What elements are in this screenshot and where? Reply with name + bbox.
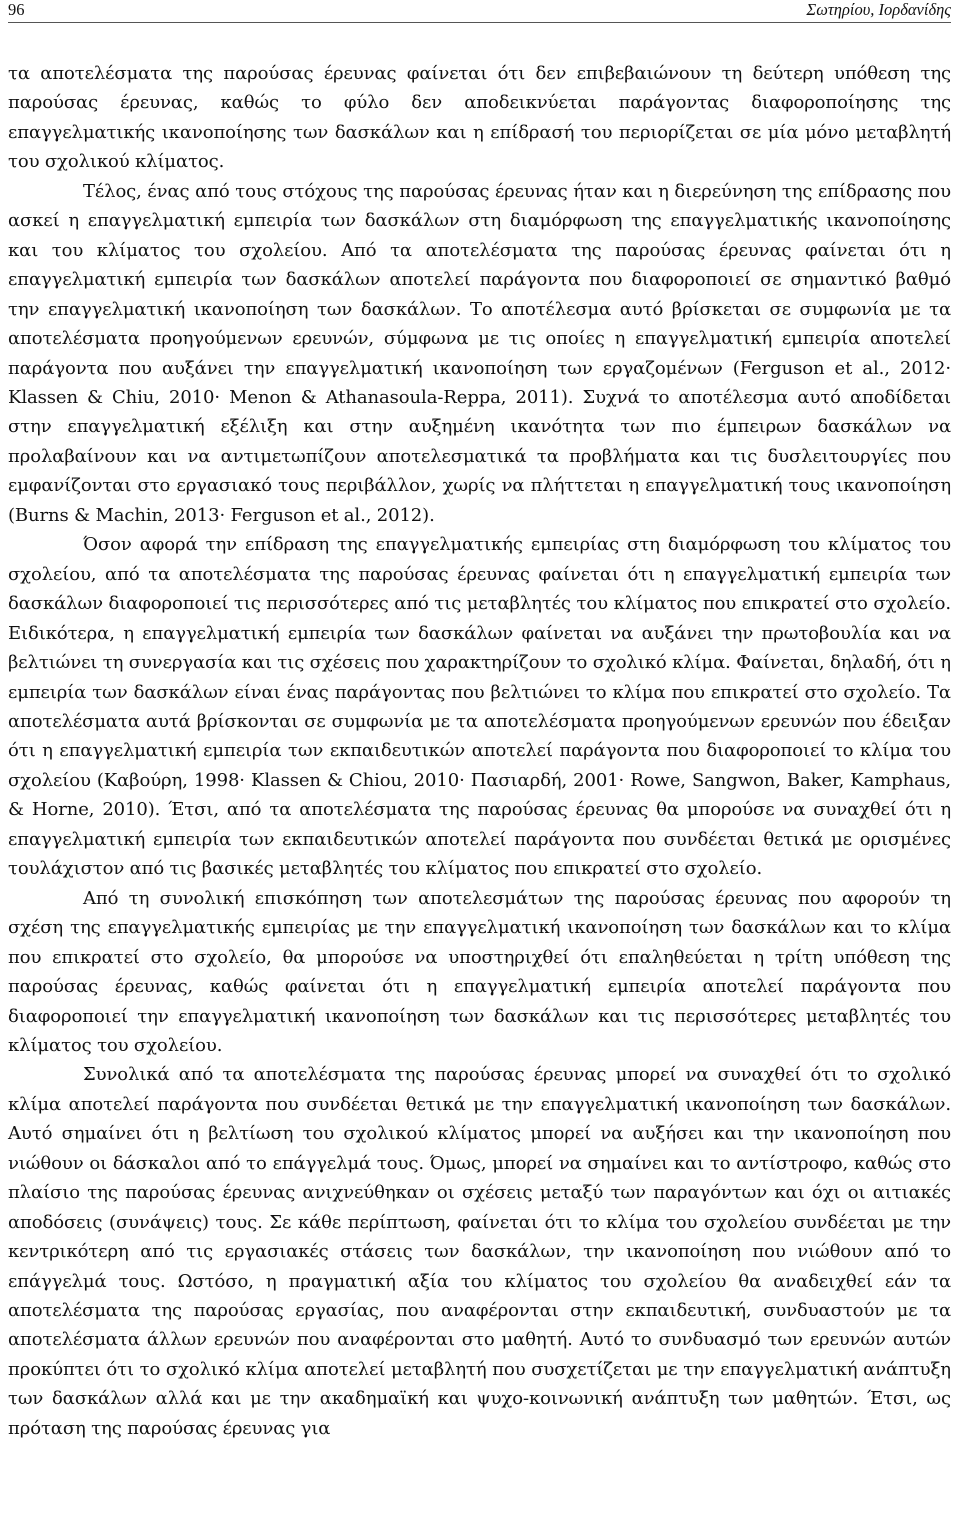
body-paragraph: Όσον αφορά την επίδραση της επαγγελματικής εμπειρίας στη διαμόρφωση του κλίματος του σχολείου, από τα αποτελέσματα της παρούσας έρευνας φαίνεται ότι η επαγγελματική εμπειρία των δασκάλων διαφοροποιεί τις περισσότερες από τις μεταβλητές του κλίματος που επικρατεί στο σχολείο. Ειδικότερα, η επαγγελματική εμπειρία των δασκάλων φαίνεται να αυξάνει την πρωτοβουλία και να βελτιώνει τη συνεργασία και τις σχέσεις που χαρακτηρίζουν το σχολικό κλίμα. Φαίνεται, δηλαδή, ότι η εμπειρία των δασκάλων είναι ένας παράγοντας που βελτιώνει το κλίμα που επικρατεί στο σχολείο. Τα αποτελέσματα αυτά βρίσκονται σε συμφωνία με τα αποτελέσματα προηγούμενων ερευνών που έδειξαν ότι η επαγγελματική εμπειρία των εκπαιδευτικών αποτελεί παράγοντα που διαφοροποιεί το κλίμα του σχολείου (Καβούρη, 1998· Klassen & Chiou, 2010· Πασιαρδή, 2001· Rowe, Sangwon, Baker, Kamphaus, & Horne, 2010). Έτσι, από τα αποτελέσματα της παρούσας έρευνας θα μπορούσε να συναχθεί ότι η επαγγελματική εμπειρία των εκπαιδευτικών αποτελεί παράγοντα που συνδέεται θετικά με ορισμένες τουλάχιστον από τις βασικές μεταβλητές του κλίματος που επικρατεί στο σχολείο. xyxy=(8,534,951,880)
body-paragraph: τα αποτελέσματα της παρούσας έρευνας φαίνεται ότι δεν επιβεβαιώνουν τη δεύτερη υπόθεση της παρούσας έρευνας, καθώς το φύλο δεν αποδεικνύεται παράγοντας διαφοροποίησης της επαγγελματικής ικανοποίησης των δασκάλων και η επίδρασή του περιορίζεται σε μία μόνο μεταβλητή του σχολικού κλίματος. xyxy=(8,63,951,173)
running-head-authors: Σωτηρίου, Ιορδανίδης xyxy=(806,0,951,19)
article-body xyxy=(8,59,951,1443)
page-header xyxy=(8,0,951,23)
body-paragraph: Συνολικά από τα αποτελέσματα της παρούσας έρευνας μπορεί να συναχθεί ότι το σχολικό κλίμα αποτελεί παράγοντα που συνδέεται θετικά με την επαγγελματική ικανοποίηση των δασκάλων. Αυτό σημαίνει ότι η βελτίωση του σχολικού κλίματος μπορεί να αυξήσει και την ικανοποίηση που νιώθουν οι δάσκαλοι από το επάγγελμά τους. Όμως, μπορεί να σημαίνει και το αντίστροφο, καθώς στο πλαίσιο της παρούσας έρευνας ανιχνεύθηκαν οι σχέσεις μεταξύ των παραγόντων και όχι οι αιτιακές αποδόσεις (συνάψεις) τους. Σε κάθε περίπτωση, φαίνεται ότι το κλίμα του σχολείου συνδέεται με την κεντρικότερη από τις εργασιακές στάσεις των δασκάλων, την ικανοποίηση που νιώθουν από το επάγγελμά τους. Ωστόσο, η πραγματική αξία του κλίματος του σχολείου θα αναδειχθεί εάν τα αποτελέσματα της παρούσας εργασίας, που αναφέρονται στην εκπαιδευτική, συνδυαστούν με τα αποτελέσματα άλλων ερευνών που αναφέρονται στο μαθητή. Αυτό το συνδυασμό των ερευνών αυτών προκύπτει ότι το σχολικό κλίμα αποτελεί μεταβλητή που συσχετίζεται με την επαγγελματική ανάπτυξη των δασκάλων αλλά και με την ακαδημαϊκή και ψυχο-κοινωνική ανάπτυξη των μαθητών. Έτσι, ως πρόταση της παρούσας έρευνας για xyxy=(8,1064,951,1439)
page-number: 96 xyxy=(8,0,25,19)
body-paragraph: Από τη συνολική επισκόπηση των αποτελεσμάτων της παρούσας έρευνας που αφορούν τη σχέση της επαγγελματικής εμπειρίας με την επαγγελματική ικανοποίηση των δασκάλων και το κλίμα που επικρατεί στο σχολείο, θα μπορούσε να υποστηριχθεί ότι επαληθεύεται η τρίτη υπόθεση της παρούσας έρευνας, καθώς φαίνεται ότι η επαγγελματική εμπειρία αποτελεί παράγοντα που διαφοροποιεί την επαγγελματική ικανοποίηση των δασκάλων και τις περισσότερες μεταβλητές του κλίματος του σχολείου. xyxy=(8,887,951,1056)
body-paragraph: Τέλος, ένας από τους στόχους της παρούσας έρευνας ήταν και η διερεύνηση της επίδρασης που ασκεί η επαγγελματική εμπειρία των δασκάλων στη διαμόρφωση της επαγγελματικής ικανοποίησης και του κλίματος του σχολείου. Από τα αποτελέσματα της παρούσας έρευνας φαίνεται ότι η επαγγελματική εμπειρία των δασκάλων αποτελεί παράγοντα που διαφοροποιεί σε σημαντικό βαθμό την επαγγελματική ικανοποίηση των δασκάλων. Το αποτέλεσμα αυτό βρίσκεται σε συμφωνία με τα αποτελέσματα προηγούμενων ερευνών, σύμφωνα με τις οποίες η επαγγελματική εμπειρία αποτελεί παράγοντα που αυξάνει την επαγγελματική ικανοποίηση των εργαζομένων (Ferguson et al., 2012· Klassen & Chiu, 2010· Menon & Athanasoula-Reppa, 2011). Συχνά το αποτέλεσμα αυτό αποδίδεται στην επαγγελματική εξέλιξη και στην αυξημένη ικανότητα των πιο έμπειρων δασκάλων να προλαβαίνουν και να αντιμετωπίζουν αποτελεσματικά τα προβλήματα και τις δυσλειτουργίες που εμφανίζονται στο εργασιακό τους περιβάλλον, χωρίς να πλήττεται η επαγγελματική τους ικανοποίηση (Burns & Machin, 2013· Ferguson et al., 2012). xyxy=(8,180,951,526)
